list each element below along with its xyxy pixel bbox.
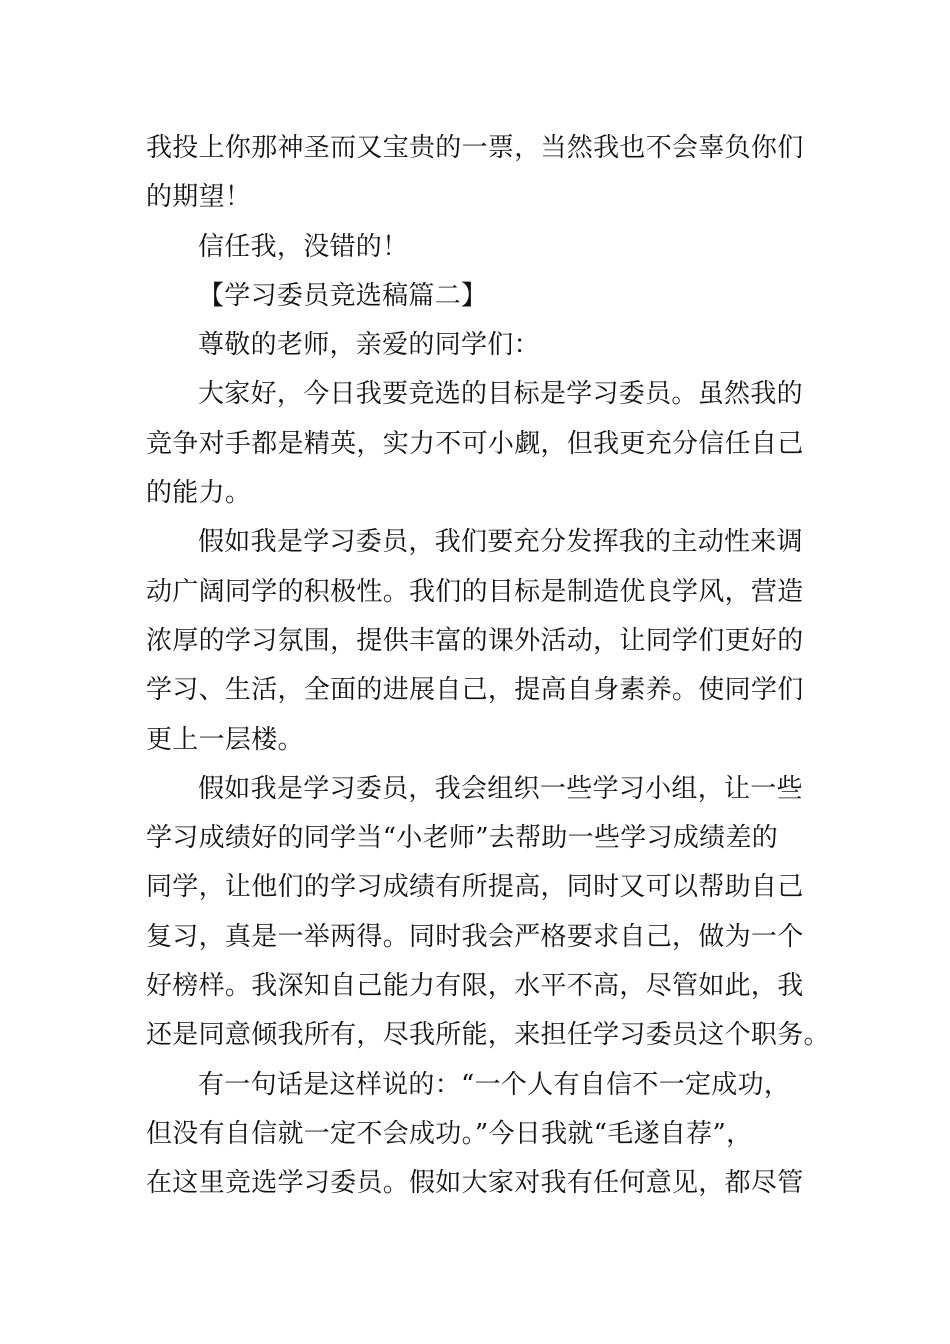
- text-line: 动广阔同学的积极性。我们的目标是制造优良学风，营造: [146, 576, 804, 607]
- text-line: 竞争对手都是精英，实力不可小觑，但我更充分信任自己: [146, 428, 804, 459]
- text-line: 复习，真是一举两得。同时我会严格要求自己，做为一个: [146, 921, 804, 952]
- text-line: 大家好，今日我要竞选的目标是学习委员。虽然我的: [198, 379, 803, 410]
- text-line: 在这里竞选学习委员。假如大家对我有任何意见，都尽管: [146, 1168, 804, 1199]
- text-line: 信任我，没错的！: [198, 231, 409, 262]
- text-line: 同学，让他们的学习成绩有所提高，同时又可以帮助自己: [146, 872, 804, 903]
- text-line: 但没有自信就一定不会成功。”今日我就“毛遂自荐”，: [146, 1118, 753, 1149]
- text-line: 学习成绩好的同学当“小老师”去帮助一些学习成绩差的: [146, 823, 779, 854]
- text-line: 有一句话是这样说的：“一个人有自信不一定成功，: [198, 1069, 791, 1100]
- text-line: 更上一层楼。: [146, 724, 304, 755]
- document-body: [146, 124, 830, 1209]
- text-line: 学习、生活，全面的进展自己，提高自身素养。使同学们: [146, 675, 804, 706]
- text-line: 的期望！: [146, 182, 252, 213]
- text-line: 的能力。: [146, 478, 252, 509]
- text-line: 我投上你那神圣而又宝贵的一票，当然我也不会辜负你们: [146, 133, 804, 163]
- text-line: 尊敬的老师，亲爱的同学们：: [198, 330, 540, 361]
- text-line: 浓厚的学习氛围，提供丰富的课外活动，让同学们更好的: [146, 625, 804, 656]
- text-line: 假如我是学习委员，我会组织一些学习小组，让一些: [198, 773, 803, 804]
- text-line: 【学习委员竞选稿篇二】: [198, 280, 488, 311]
- text-line: 好榜样。我深知自己能力有限，水平不高，尽管如此，我: [146, 971, 804, 1002]
- text-line: 假如我是学习委员，我们要充分发挥我的主动性来调: [198, 527, 803, 558]
- text-line: 还是同意倾我所有，尽我所能，来担任学习委员这个职务。: [146, 1020, 830, 1051]
